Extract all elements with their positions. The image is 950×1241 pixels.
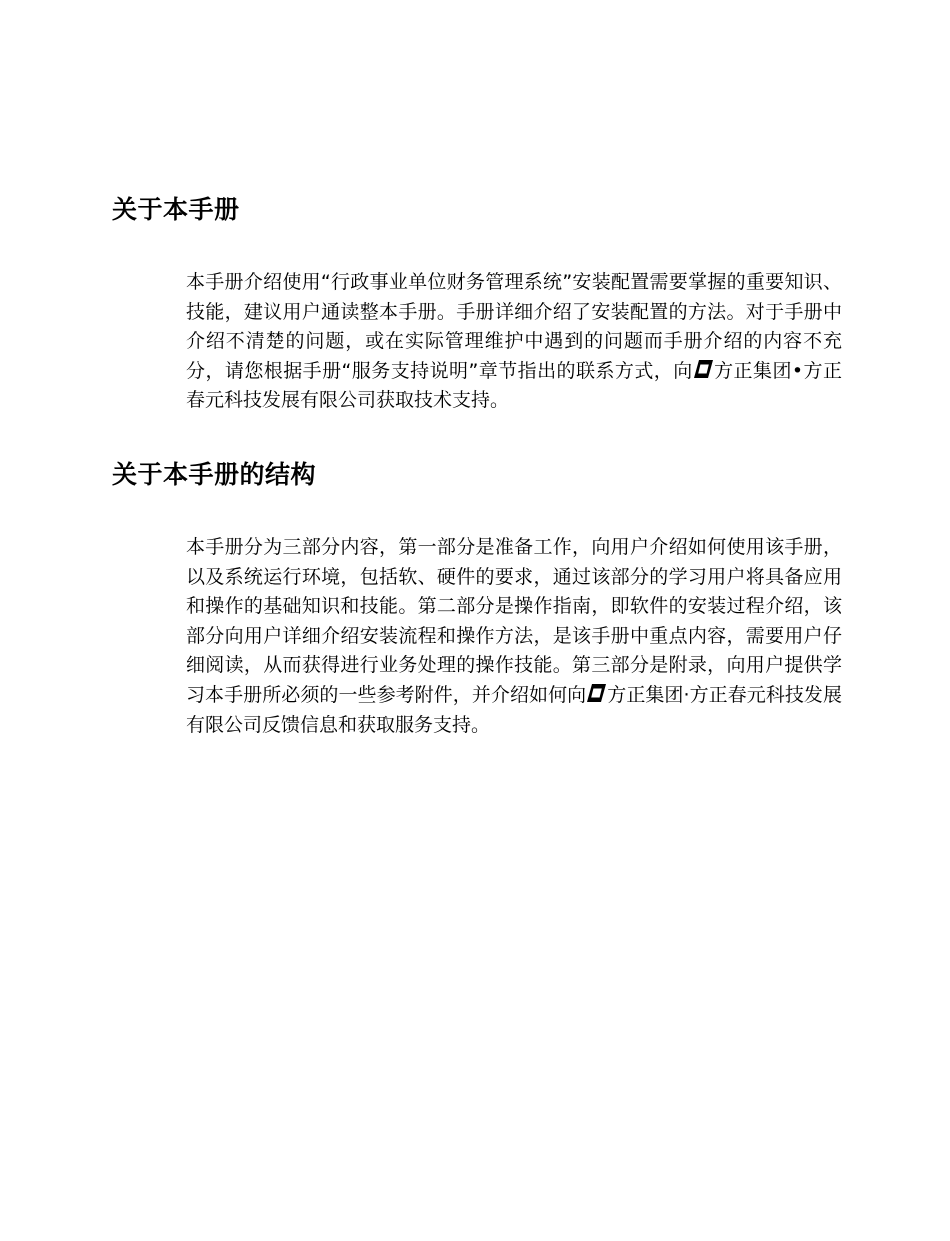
section-paragraph-manual-structure [186, 533, 842, 740]
founder-logo-icon [694, 360, 713, 378]
paragraph-text: 本手册分为三部分内容，第一部分是准备工作，向用户介绍如何使用该手册，以及系统运行环境，包括软、硬件的要求，通过该部分的学习用户将具备应用和操作的基础知识和技能。第二部分是操作指南，即软件的安装过程介绍，该部分向用户详细介绍安装流程和操作方法，是该手册中重点内容，需要用户仔细阅读，从而获得进行业务处理的操作技能。第三部分是附录，向用户提供学习本手册所必须的一些参考附件，并介绍如何向 [186, 536, 842, 706]
paragraph-text: 方正集团•方正春元科技发展有限公司获取技术支持。 [186, 359, 842, 412]
founder-logo-icon [587, 684, 606, 702]
section-heading-about-manual: 关于本手册 [112, 195, 240, 224]
paragraph-text: 本手册介绍使用“行政事业单位财务管理系统”安装配置需要掌握的重要知识、技能，建议用户通读整本手册。手册详细介绍了安装配置的方法。对于手册中介绍不清楚的问题，或在实际管理维护中遇到的问题而手册介绍的内容不充分，请您根据手册“服务支持说明”章节指出的联系方式，向 [186, 271, 842, 382]
section-heading-manual-structure: 关于本手册的结构 [112, 460, 317, 489]
section-paragraph-about-manual [186, 268, 842, 416]
paragraph-text: 方正集团·方正春元科技发展有限公司反馈信息和获取服务支持。 [186, 683, 842, 736]
